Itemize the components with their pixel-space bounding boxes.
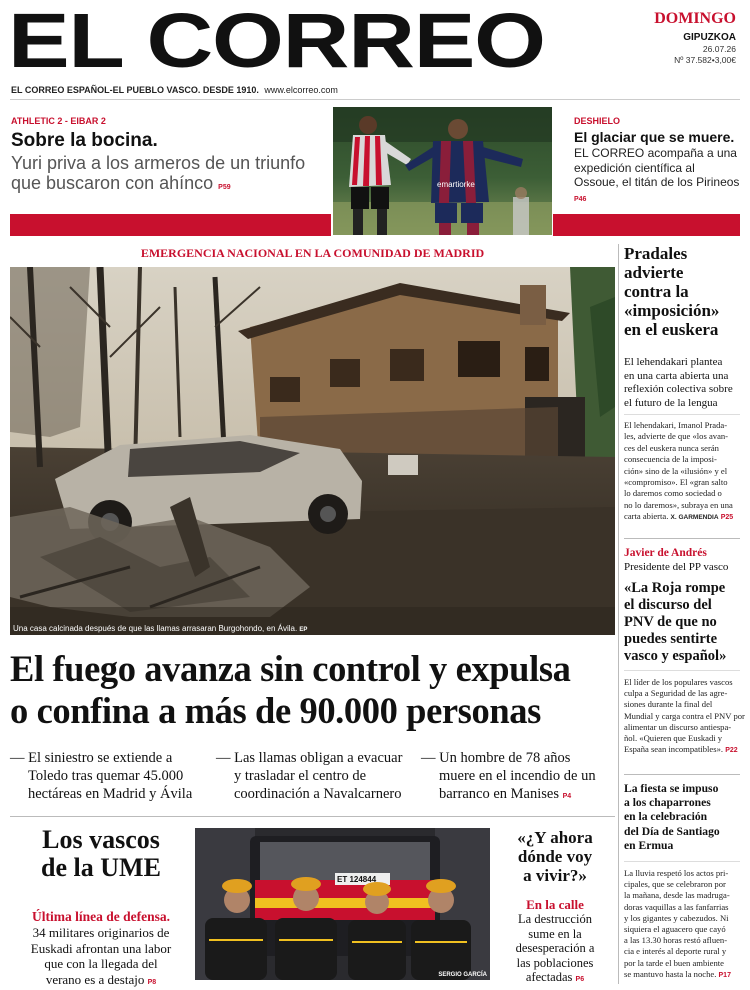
ahora-headline[interactable] [494,828,616,885]
andres-quote-line-1: «La Roja rompe [624,580,726,596]
main-bullet-3-line-3-text: barranco en Manises [439,786,559,802]
andres-quote-line-3: PNV de que no [624,614,717,630]
fiesta-body-line-1: La lluvia respetó los actos pri- [624,868,729,878]
andres-body-line-4: Mundial y carga contra el PNV por [624,710,745,721]
football-photo-illustration [333,107,552,235]
fiesta-headline[interactable] [624,782,746,853]
football-photo [333,107,552,235]
fiesta-page-ref: P17 [718,971,731,979]
edition-issue: Nº 37.582•3,00€ [674,55,736,65]
fiesta-headline-line-3: en la celebración [624,810,708,824]
andres-rule [624,670,740,671]
top-right-page-ref: P46 [574,195,587,203]
edition-date: 26.07.26 [702,44,736,54]
ahora-text-line-3: desesperación a [515,941,595,955]
main-photo-credit: EP [299,627,308,633]
fiesta-headline-line-2: a los chaparrones [624,796,711,810]
top-left-text-body: Yuri priva a los armeros de un triunfo que buscaron con ahínco [11,153,306,193]
top-left-page-ref: P59 [218,184,231,191]
ahora-headline-line-1: «¿Y ahora [517,828,593,847]
top-right-kicker: DESHIELO [574,116,621,126]
pradales-headline[interactable] [624,244,744,339]
sidebar-rule-2 [624,774,740,775]
andres-body-line-5: alimentar un discurso antiespa- [624,721,732,732]
fiesta-body-line-2: cipales, que se celebraron por [624,879,726,890]
ume-text [10,925,192,990]
fiesta-body-line-7: a las 13.30 horas restó afluen- [624,935,728,946]
svg-text:emartiorke: emartiorke [437,180,475,189]
andres-body-line-3: siones durante la final del [624,699,713,710]
ume-page-ref: P8 [147,978,157,986]
fiesta-body-line-6: siquiera el aguacero que cayó [624,924,726,935]
ume-photo [195,828,490,980]
ahora-text [494,912,616,988]
tagline-text: EL CORREO ESPAÑOL-EL PUEBLO VASCO. DESDE 1910. [11,85,259,95]
ume-photo-credit: SERGIO GARCÍA [438,972,487,978]
pradales-rule [624,414,740,415]
pradales-intro-line-4: el futuro de la lengua [624,396,718,409]
fiesta-body [624,868,744,981]
main-headline-line-1[interactable]: El fuego avanza sin control y expulsa [10,648,571,689]
andres-role: Presidente del PP vasco [624,561,729,573]
top-right-headline[interactable]: El glaciar que se muere. [574,129,735,145]
ume-text-line-4-text: verano es a destajo [45,971,145,987]
pradales-headline-line-1: Pradales [624,244,688,263]
masthead-title: EL CORREO [8,0,545,84]
pradales-intro-line-1: El lehendakari plantea [624,356,723,368]
pradales-body-line-3: ces del euskera nunca serán [624,442,719,453]
andres-body-line-7-text: España sean incompatibles». [624,744,724,755]
pradales-headline-line-4: «imposición» [624,301,720,320]
fiesta-body-line-10-text: se mantuvo hasta la noche. [624,968,717,979]
fiesta-headline-line-1: La fiesta se impuso [624,782,719,795]
andres-body-line-7 [624,744,744,756]
andres-name: Javier de Andrés [624,547,707,559]
pradales-headline-line-5: en el euskera [624,320,719,339]
pradales-intro-line-2: en una carta abierta una [624,369,729,382]
andres-body-line-2: culpa a Seguridad de las agre- [624,688,728,699]
top-right-text [574,146,742,207]
pradales-headline-line-2: advierte [624,263,684,282]
pradales-headline-line-3: contra la [624,282,689,301]
main-photo-caption [13,624,307,633]
main-bullet-3-line-1: — Un hombre de 78 años [421,750,571,766]
main-section-label: EMERGENCIA NACIONAL EN LA COMUNIDAD DE MADRID [140,246,485,260]
pradales-body-line-1: El lehendakari, Imanol Prada- [624,420,728,430]
main-bullet-2-line-1: — Las llamas obligan a evacuar [216,750,403,766]
edition-day: DOMINGO [654,10,736,27]
fiesta-body-line-10 [624,969,744,981]
ahora-text-line-1: La destrucción [518,912,592,926]
pradales-body-line-8: no lo daremos», subraya en una [624,499,733,510]
fiesta-headline-line-5: en Ermua [624,838,674,852]
andres-quote-line-4: puedes sentirte [624,631,718,647]
ahora-headline-line-2: dónde voy [517,847,593,866]
pradales-body-line-6: «compromiso». El «gran salto [624,477,728,488]
ahora-text-line-5-text: afectadas [525,970,573,984]
ahora-text-line-4: las poblaciones [516,955,594,970]
main-photo-caption-text: Una casa calcinada después de que las llamas arrasaran Burgohondo, en Ávila. [13,624,298,633]
main-bullet-3-page-ref: P4 [562,793,572,800]
ahora-headline-line-3: a vivir?» [523,866,587,885]
main-bullet-2 [216,749,421,803]
ume-kicker: Última línea de defensa. [32,909,170,924]
main-bullet-3-line-3 [421,785,616,806]
andres-quote[interactable] [624,580,746,665]
andres-body-line-1: El líder de los populares vascos [624,677,733,687]
red-rule-right [553,214,740,236]
pradales-body [624,420,744,524]
main-bullet-1-line-1: — El siniestro se extiende a [10,750,173,766]
sidebar-divider [618,244,619,984]
pradales-byline: X. GARMENDIA [670,514,719,522]
main-bullet-1-line-2: Toledo tras quemar 45.000 [28,768,184,784]
ume-text-line-1: 34 militares originarios de [32,925,170,940]
andres-quote-line-5: vasco y español» [624,648,727,664]
main-bullet-2-line-3: coordinación a Navalcarnero [234,786,402,802]
pradales-page-ref: P25 [720,514,734,522]
pradales-body-line-7: lo daremos como sociedad o [624,488,722,499]
ahora-text-line-5 [494,970,616,988]
main-bullet-1 [10,749,210,803]
top-left-text [11,153,311,198]
main-bullet-1-line-3: hectáreas en Madrid y Ávila [28,786,193,802]
masthead-divider [10,99,740,100]
fiesta-body-line-4: doras vaquillas a las fanfarrias [624,901,729,912]
top-right-text-body: EL CORREO acompaña a una expedición científica al Ossoue, el titán de los Pirineos [574,146,740,189]
pradales-body-line-9-text: carta abierta. [624,511,669,522]
main-fire-photo [10,267,615,635]
masthead-tagline [11,85,338,95]
fiesta-headline-line-4: del Día de Santiago [624,824,720,838]
sidebar-rule-1 [624,538,740,539]
ahora-kicker: En la calle [526,897,584,912]
bottom-divider [10,816,615,817]
ume-soldiers-illustration [195,828,490,980]
ahora-page-ref: P6 [575,976,585,983]
main-bullet-3 [421,749,616,806]
ume-headline[interactable] [10,826,192,882]
red-rule-left [10,214,331,236]
andres-quote-line-2: el discurso del [624,597,712,613]
andres-body [624,677,744,756]
andres-page-ref: P22 [725,747,738,755]
main-headline-line-2[interactable]: o confina a más de 90.000 personas [10,690,541,731]
pradales-body-line-5: ción» sino de la «ilusión» y el [624,465,728,476]
andres-body-line-6: ñol. «Quieren que Euskadi y [624,733,723,744]
ume-headline-line-2: de la UME [41,853,161,882]
fiesta-body-line-9: por la tarde el buen ambiente [624,957,724,968]
pradales-body-line-9 [624,511,744,523]
fiesta-body-line-5: y los gigantes y cabezudos. Ni [624,912,729,923]
pradales-intro [624,356,744,410]
fiesta-rule [624,861,740,862]
ume-text-line-2: Euskadi afrontan una labor [30,940,172,956]
pradales-intro-line-3: reflexión colectiva sobre [624,383,733,395]
main-bullet-3-line-2: muere en el incendio de un [439,768,596,784]
pradales-body-line-2: les, advierte de que «los avan- [624,431,729,442]
website-link[interactable]: www.elcorreo.com [264,85,338,95]
ume-headline-line-1: Los vascos [42,825,160,854]
top-left-headline[interactable]: Sobre la bocina. [11,130,158,151]
fiesta-body-line-3: la mañana, desde las madruga- [624,890,730,901]
ahora-text-line-2: sume en la [528,926,582,941]
ume-truck-plate: ET 124844 [337,875,377,884]
ume-text-line-3: que con la llegada del [44,956,158,971]
pradales-body-line-4: consecuencia de la imposi- [624,454,717,465]
edition-region: GIPUZKOA [683,32,736,43]
top-left-kicker: ATHLETIC 2 - EIBAR 2 [11,116,106,126]
fiesta-body-line-8: cia e interés al deporte rural y [624,946,727,957]
burned-house-illustration [10,267,615,635]
main-bullet-2-line-2: y trasladar el centro de [234,768,367,784]
ume-text-line-4 [10,972,192,990]
